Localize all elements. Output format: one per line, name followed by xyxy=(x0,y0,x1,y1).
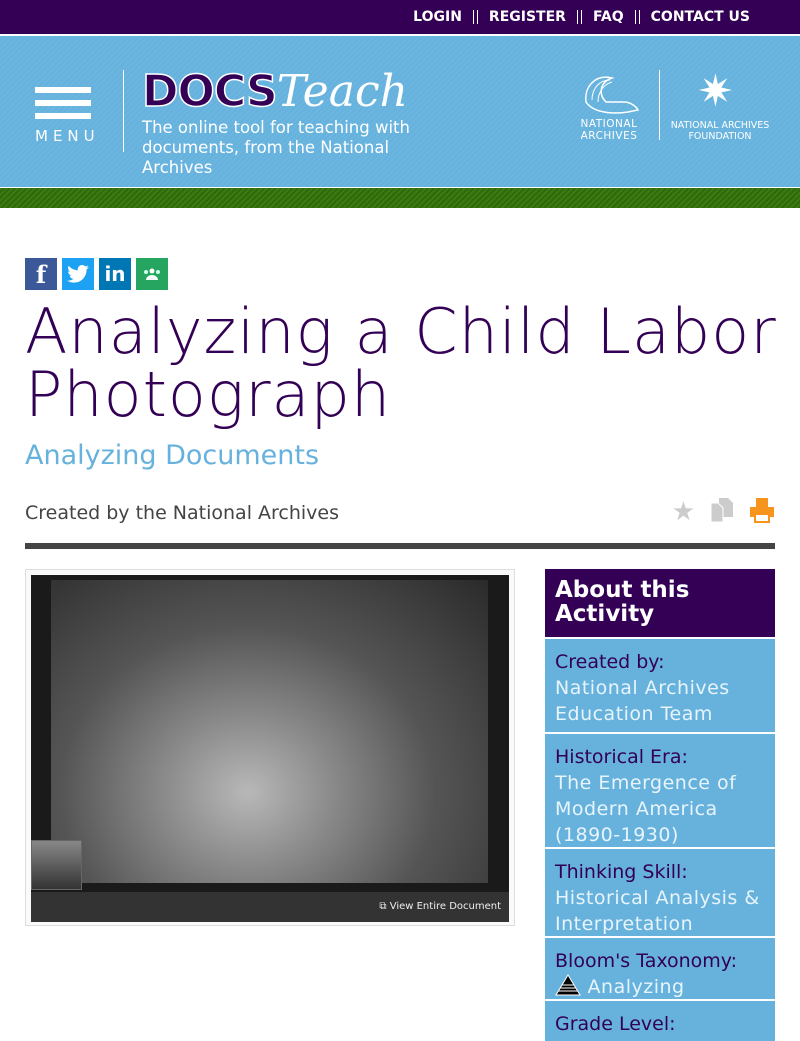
label: Bloom's Taxonomy: xyxy=(555,950,738,972)
green-band xyxy=(0,187,800,208)
created-by: Created by the National Archives xyxy=(25,502,340,524)
faq-link[interactable]: FAQ xyxy=(592,9,624,25)
docsteach-logo[interactable] xyxy=(142,68,408,116)
about-activity-panel xyxy=(545,569,775,1041)
activity-type[interactable]: Analyzing Documents xyxy=(25,440,320,471)
about-item-era xyxy=(545,734,775,847)
login-link[interactable]: LOGIN xyxy=(413,9,462,25)
view-document-bar xyxy=(31,892,509,922)
contact-link[interactable]: CONTACT US xyxy=(650,9,750,25)
share-buttons xyxy=(25,258,168,290)
print-icon[interactable] xyxy=(749,497,775,530)
favorite-star-icon[interactable]: ★ xyxy=(671,497,695,527)
separator xyxy=(635,10,640,24)
divider xyxy=(123,70,124,152)
value[interactable]: The Emergence of Modern America (1890-1930) xyxy=(555,772,737,846)
label: Grade Level: xyxy=(555,1013,676,1035)
pyramid-icon xyxy=(555,976,581,998)
about-item-thinking-skill xyxy=(545,849,775,936)
top-bar xyxy=(0,0,800,35)
foundation-logo[interactable]: NATIONAL ARCHIVES FOUNDATION xyxy=(670,120,770,142)
label: Historical Era: xyxy=(555,746,688,768)
tagline: The online tool for teaching with documents, from the National Archives xyxy=(142,118,410,177)
top-nav xyxy=(413,9,750,25)
label: Created by: xyxy=(555,651,665,673)
divider xyxy=(25,543,775,549)
about-item-blooms xyxy=(545,938,775,999)
child-labor-photograph[interactable] xyxy=(31,575,509,892)
divider xyxy=(659,70,660,140)
about-item-grade-level xyxy=(545,1001,775,1041)
about-heading: About this Activity xyxy=(545,569,775,637)
national-archives-eagle-icon xyxy=(580,72,642,118)
google-classroom-icon[interactable] xyxy=(136,258,168,290)
menu-label[interactable]: MENU xyxy=(35,127,100,145)
separator xyxy=(473,10,478,24)
menu-icon[interactable] xyxy=(35,87,91,126)
linkedin-icon[interactable]: in xyxy=(99,258,131,290)
foundation-star-icon: ✷ xyxy=(697,66,734,117)
label: Thinking Skill: xyxy=(555,861,688,883)
separator xyxy=(577,10,582,24)
external-link-icon: ⧉ xyxy=(379,901,390,912)
twitter-icon[interactable] xyxy=(62,258,94,290)
national-archives-logo[interactable]: NATIONAL ARCHIVES xyxy=(580,118,638,142)
page-title: Analyzing a Child Labor Photograph xyxy=(25,295,777,431)
register-link[interactable]: REGISTER xyxy=(488,9,566,25)
document-viewer xyxy=(25,569,515,926)
document-thumbnail[interactable] xyxy=(31,840,82,890)
logo-teach: Teach xyxy=(276,66,408,117)
value[interactable]: Analyzing xyxy=(587,976,685,998)
about-item-created-by xyxy=(545,639,775,732)
value[interactable]: National Archives Education Team xyxy=(555,677,730,725)
copy-icon[interactable] xyxy=(709,497,735,530)
logo-docs: DOCS xyxy=(142,66,277,117)
value[interactable]: Historical Analysis & Interpretation xyxy=(555,887,760,935)
view-entire-document-link[interactable]: View Entire Document xyxy=(389,901,501,912)
facebook-icon[interactable]: f xyxy=(25,258,57,290)
activity-actions xyxy=(672,497,775,530)
